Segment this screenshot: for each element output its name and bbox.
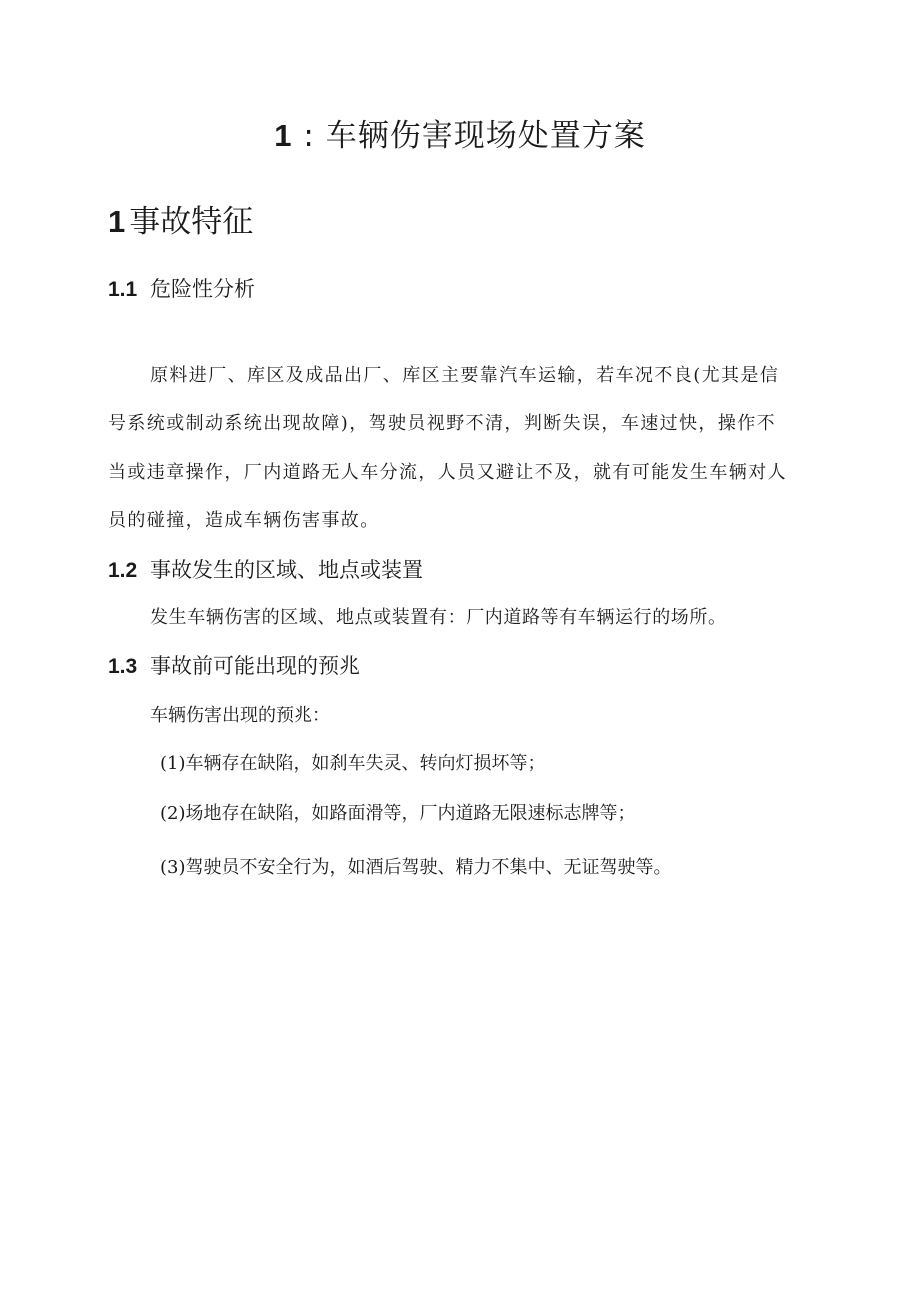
paragraph-line: 发生车辆伤害的区域、地点或装置有：厂内道路等有车辆运行的场所。 bbox=[150, 607, 727, 628]
section-1-3-heading bbox=[108, 650, 360, 683]
list-item: (2)场地存在缺陷，如路面滑等，厂内道路无限速标志牌等； bbox=[160, 803, 636, 824]
section-1-number: 1 bbox=[108, 204, 126, 239]
section-1-2-number: 1.2 bbox=[108, 559, 138, 582]
section-1-3-title: 事故前可能出现的预兆 bbox=[150, 654, 360, 678]
section-1-1-number: 1.1 bbox=[108, 278, 138, 301]
section-1-2-title: 事故发生的区域、地点或装置 bbox=[150, 558, 423, 582]
section-1-2-heading bbox=[108, 554, 423, 587]
paragraph-line: 原料进厂、库区及成品出厂、库区主要靠汽车运输，若车况不良(尤其是信 bbox=[150, 365, 780, 386]
document-title bbox=[0, 114, 920, 158]
document-title-number: 1 bbox=[274, 118, 293, 153]
section-1-3-number: 1.3 bbox=[108, 655, 138, 678]
section-1-1-heading bbox=[108, 273, 255, 306]
section-1-1-title: 危险性分析 bbox=[150, 277, 255, 301]
document-title-separator: : bbox=[303, 118, 315, 154]
document-title-text: 车辆伤害现场处置方案 bbox=[325, 118, 646, 154]
paragraph-line: 员的碰撞，造成车辆伤害事故。 bbox=[108, 510, 380, 531]
list-item: (1)车辆存在缺陷，如刹车失灵、转向灯损坏等； bbox=[160, 753, 546, 774]
list-item: (3)驾驶员不安全行为，如酒后驾驶、精力不集中、无证驾驶等。 bbox=[160, 857, 672, 878]
paragraph-line: 号系统或制动系统出现故障)，驾驶员视野不清，判断失误，车速过快，操作不 bbox=[108, 413, 777, 434]
section-1-heading bbox=[108, 200, 253, 244]
paragraph-line: 当或违章操作，厂内道路无人车分流，人员又避让不及，就有可能发生车辆对人 bbox=[108, 462, 787, 483]
section-1-title: 事故特征 bbox=[129, 204, 254, 240]
list-intro: 车辆伤害出现的预兆： bbox=[150, 705, 330, 726]
